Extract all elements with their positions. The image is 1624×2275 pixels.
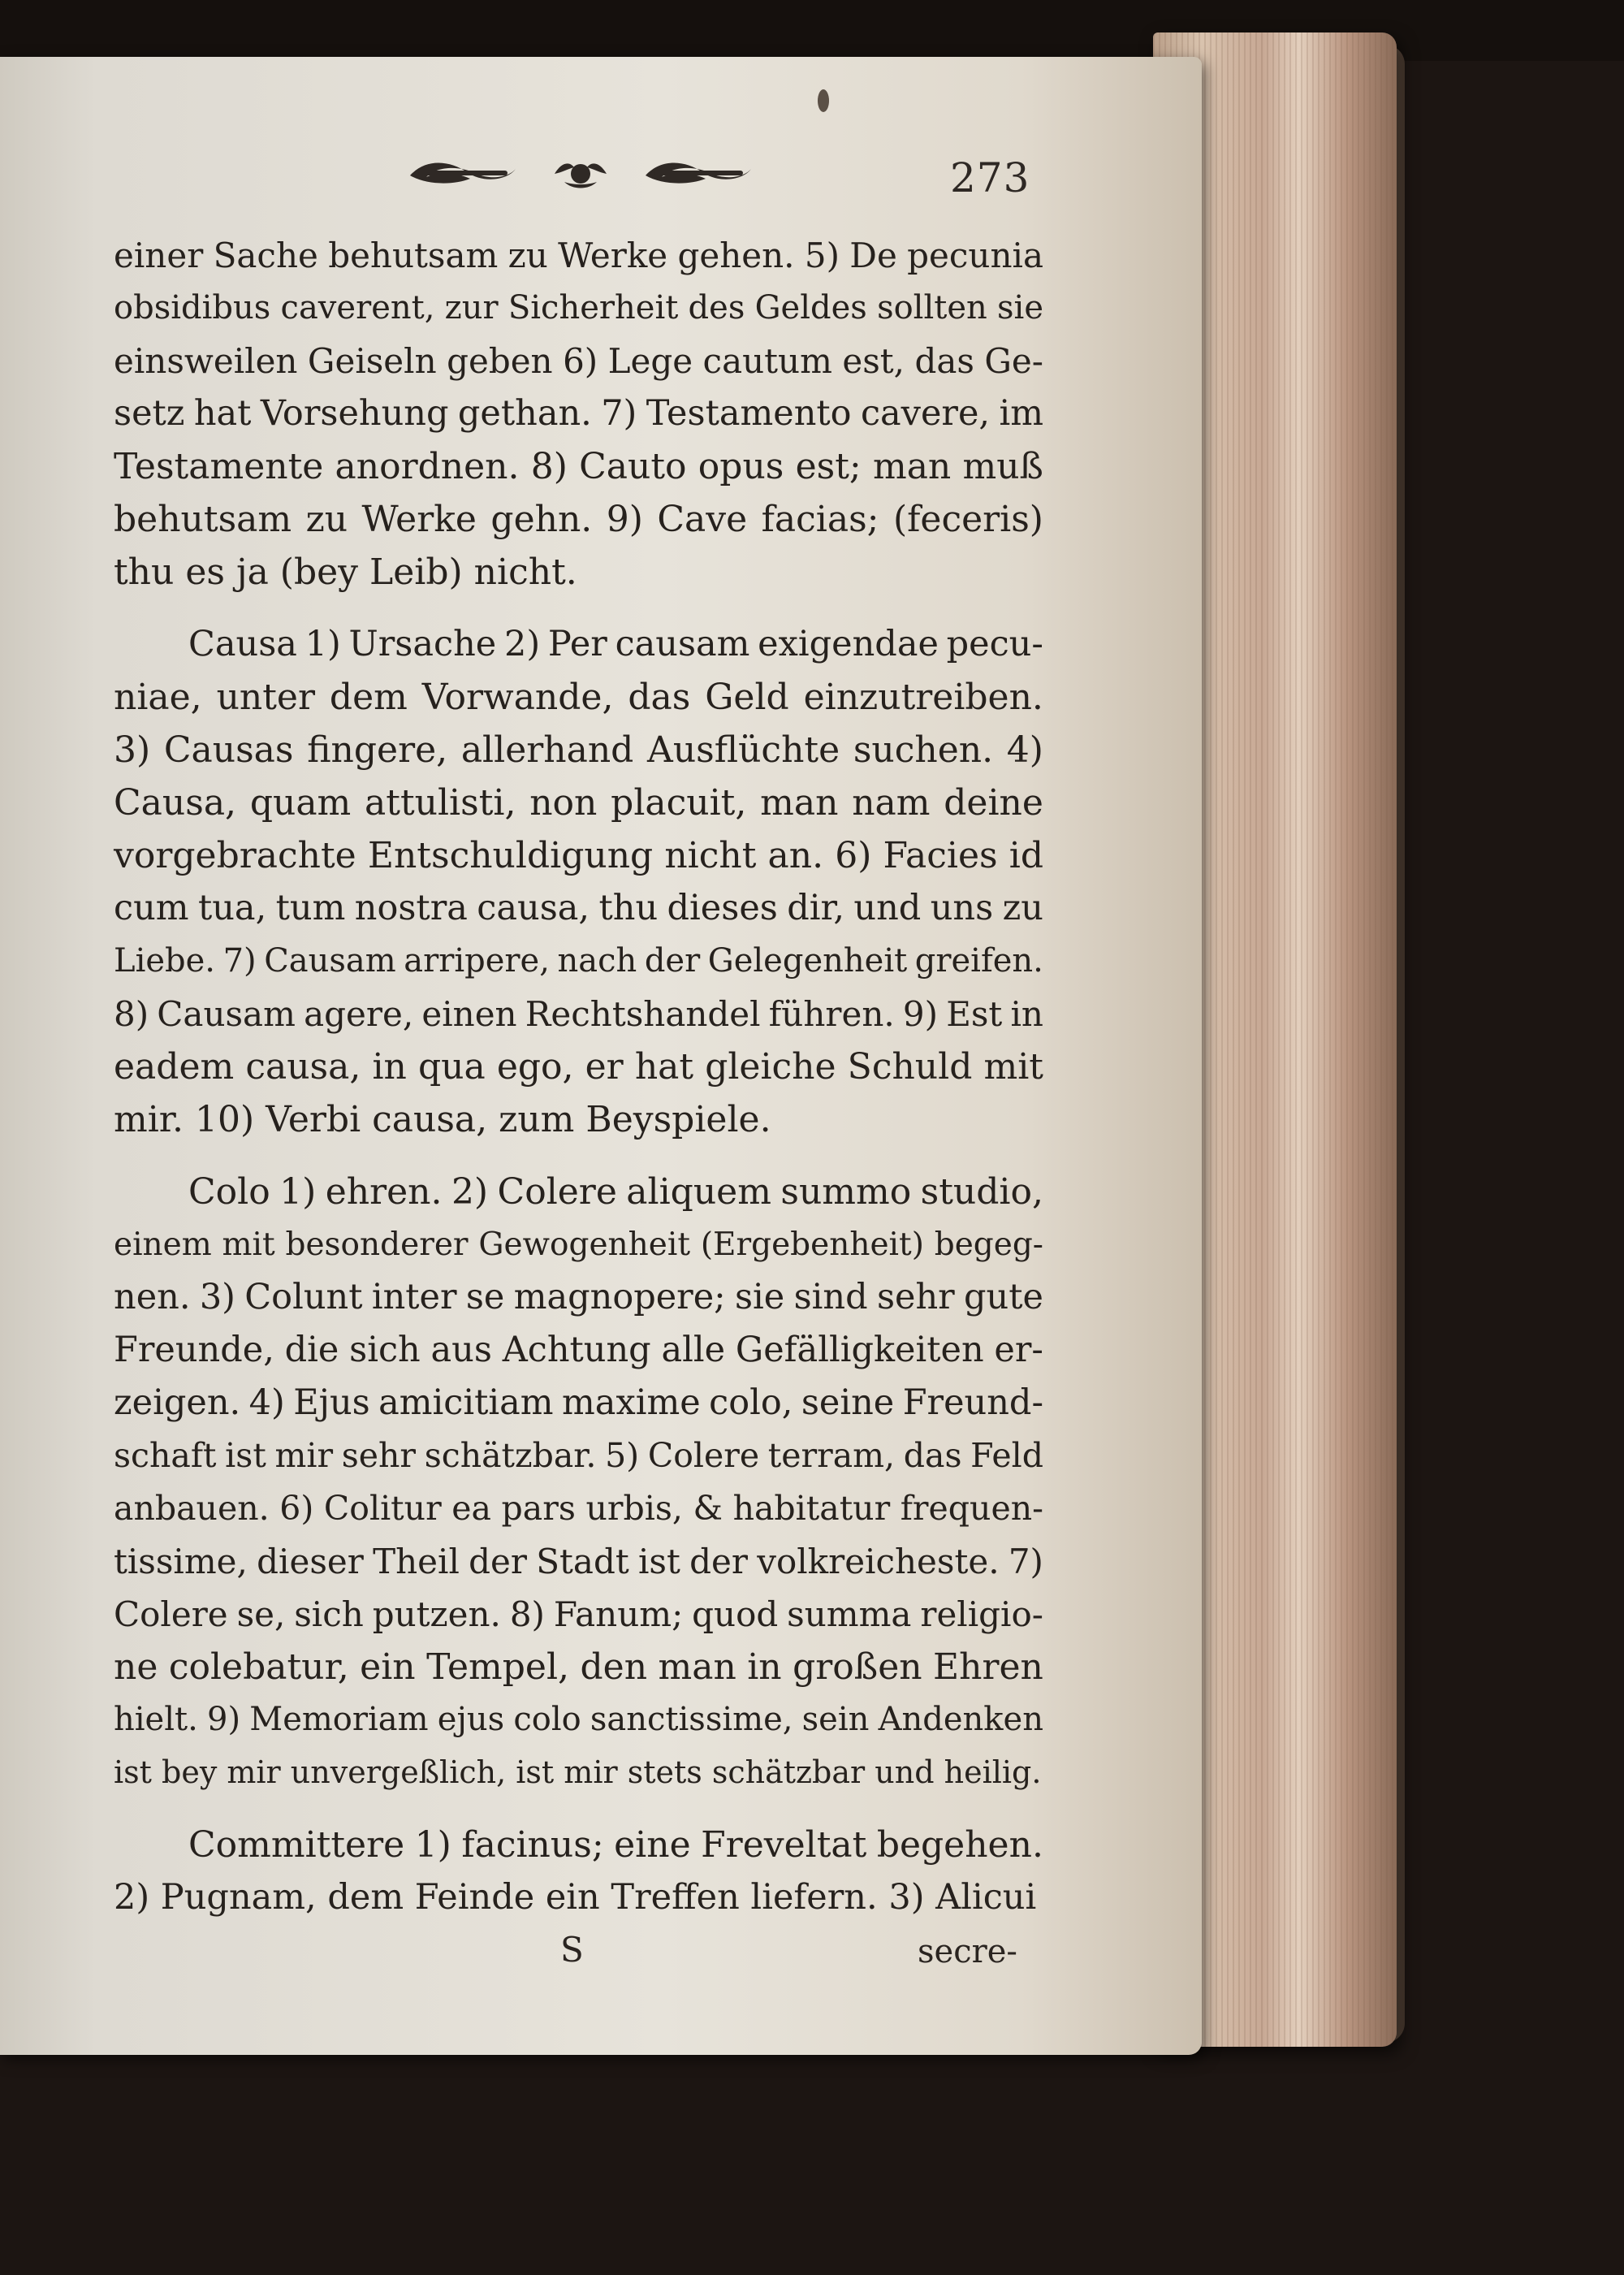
signature-mark: S: [560, 1930, 584, 1970]
running-head-ornament: [402, 153, 759, 193]
text-line: Liebe. 7) Causam arripere, nach der Gelegenheit greifen.: [114, 942, 1043, 980]
text-line: Colere se, sich putzen. 8) Fanum; quod summa religio-: [114, 1594, 1043, 1634]
text-line: mir. 10) Verbi causa, zum Beyspiele.: [114, 1099, 771, 1140]
text-line: Causa 1) Ursache 2) Per causam exigendae pecu-: [188, 624, 1043, 664]
text-line: vorgebrachte Entschuldigung nicht an. 6) Facies id: [114, 835, 1043, 876]
text-line: tissime, dieser Theil der Stadt ist der volkreicheste. 7): [114, 1542, 1043, 1581]
paragraph-gap: [114, 599, 1043, 618]
text-line: nen. 3) Colunt inter se magnopere; sie sind sehr gute: [114, 1277, 1043, 1317]
paragraph-gap: [114, 1146, 1043, 1166]
text-line: 8) Causam agere, einen Rechtshandel führen. 9) Est in: [114, 994, 1043, 1034]
text-line: ne colebatur, ein Tempel, den man in großen Ehren: [114, 1646, 1043, 1688]
text-line: behutsam zu Werke gehn. 9) Cave facias; (feceris): [114, 499, 1043, 540]
text-line: hielt. 9) Memoriam ejus colo sanctissime, sein Andenken: [114, 1701, 1043, 1738]
text-line: schaft ist mir sehr schätzbar. 5) Colere terram, das Feld: [114, 1436, 1043, 1475]
text-line: niae, unter dem Vorwande, das Geld einzutreiben.: [114, 677, 1043, 718]
text-line: Causa, quam attulisti, non placuit, man nam deine: [114, 782, 1043, 824]
text-line: einer Sache behutsam zu Werke gehen. 5) De pecunia: [114, 236, 1043, 275]
text-line: 2) Pugnam, dem Feinde ein Treffen liefern. 3) Alicui: [114, 1877, 1037, 1918]
text-line: anbauen. 6) Colitur ea pars urbis, & habitatur frequen-: [114, 1489, 1043, 1528]
text-line: thu es ja (bey Leib) nicht.: [114, 551, 577, 593]
page-text: [114, 229, 1043, 1924]
ink-spot: [818, 89, 829, 112]
text-line: Freunde, die sich aus Achtung alle Gefälligkeiten er-: [114, 1330, 1043, 1370]
text-line: 3) Causas fingere, allerhand Ausflüchte suchen. 4): [114, 729, 1043, 771]
text-line: zeigen. 4) Ejus amicitiam maxime colo, seine Freund-: [114, 1382, 1043, 1423]
catchword: secre-: [918, 1933, 1017, 1970]
text-line: Committere 1) facinus; eine Freveltat begehen.: [188, 1824, 1043, 1866]
text-line: eadem causa, in qua ego, er hat gleiche Schuld mit: [114, 1046, 1043, 1088]
text-line: Testamente anordnen. 8) Cauto opus est; man muß: [114, 446, 1043, 487]
paragraph-gap: [114, 1799, 1043, 1819]
text-line: cum tua, tum nostra causa, thu dieses dir, und uns zu: [114, 888, 1043, 928]
text-line: Colo 1) ehren. 2) Colere aliquem summo studio,: [188, 1171, 1043, 1213]
text-line: setz hat Vorsehung gethan. 7) Testamento cavere, im: [114, 393, 1043, 434]
text-line: einsweilen Geiseln geben 6) Lege cautum est, das Ge-: [114, 341, 1043, 381]
text-line: einem mit besonderer Gewogenheit (Ergebenheit) begeg-: [114, 1226, 1043, 1263]
text-line: obsidibus caverent, zur Sicherheit des Geldes sollten sie: [114, 289, 1043, 327]
text-line: ist bey mir unvergeßlich, ist mir stets schätzbar und heilig.: [114, 1754, 1042, 1790]
page-number: 273: [950, 154, 1030, 201]
